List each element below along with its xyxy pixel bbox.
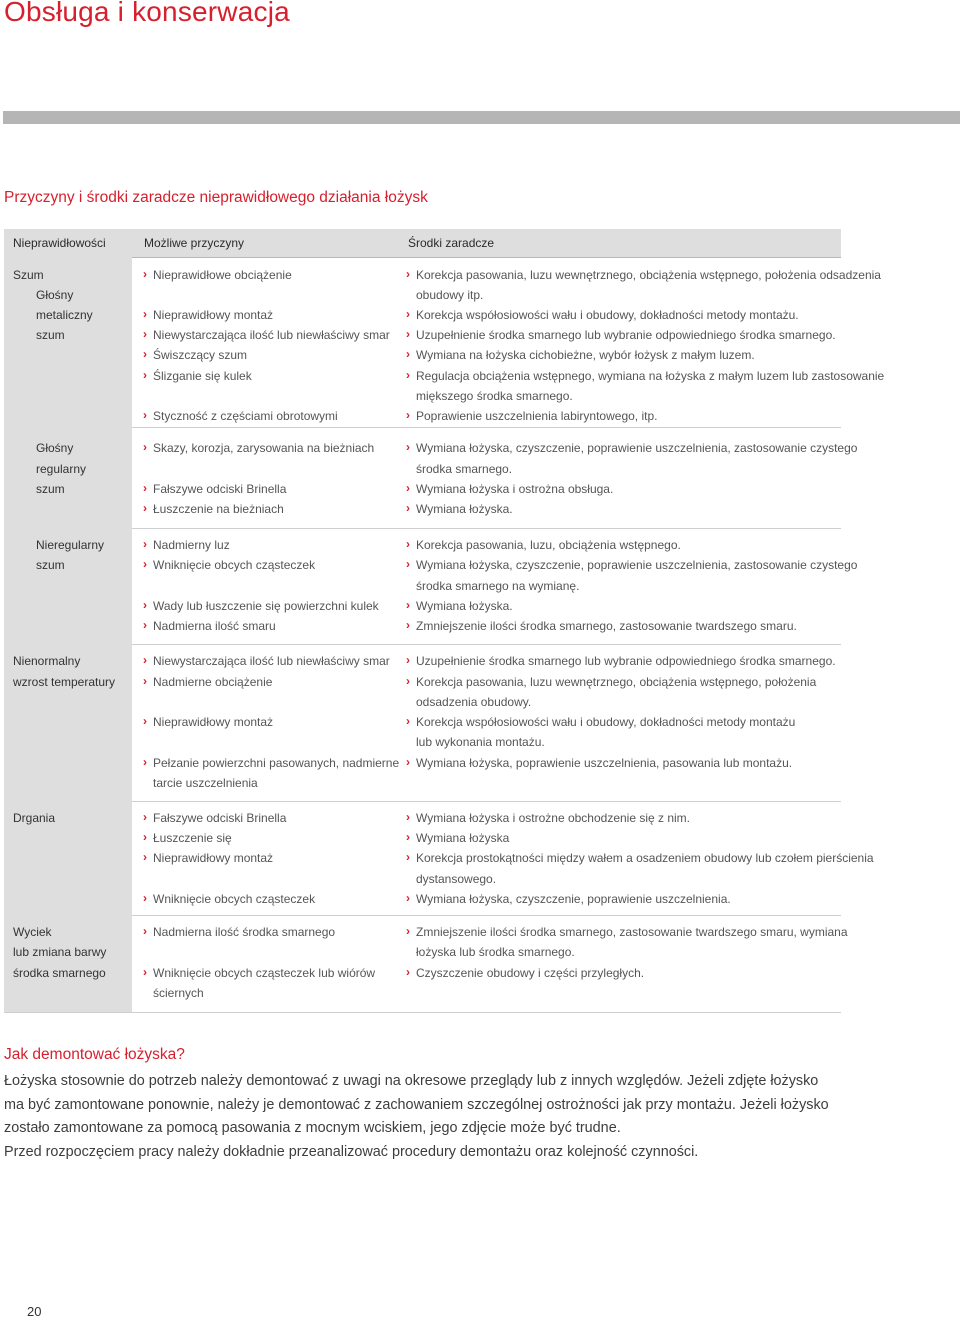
symptom-label: Nienormalny (13, 654, 81, 668)
remedy-item: › Wymiana łożyska. (416, 599, 513, 613)
remedy-item-continued: odsadzenia obudowy. (416, 695, 532, 709)
remedy-item: › Wymiana łożyska. (416, 502, 513, 516)
disassembly-title: Jak demontować łożyska? (4, 1046, 185, 1063)
remedy-item: › Wymiana łożyska (416, 831, 509, 845)
page-title: Obsługa i konserwacja (4, 0, 290, 27)
remedy-item: › Zmniejszenie ilości środka smarnego, zastosowanie twardszego smaru, wymiana (416, 925, 848, 939)
remedy-item-continued: środka smarnego na wymianę. (416, 579, 580, 593)
table-row-group (4, 801, 874, 916)
cause-item: › Fałszywe odciski Brinella (153, 482, 286, 496)
cause-item: › Niewystarczająca ilość lub niewłaściwy smar (153, 654, 390, 668)
symptom-label: Drgania (13, 811, 56, 825)
symptom-label: metaliczny (36, 308, 93, 322)
remedy-item: › Wymiana łożyska, poprawienie uszczelnienia, pasowania lub montażu. (416, 756, 792, 770)
symptom-label: Nieregularny (36, 538, 105, 552)
remedy-item-continued: lub wykonania montażu. (416, 735, 545, 749)
disassembly-paragraph-line: Łożyska stosownie do potrzeb należy demontować z uwagi na okresowe przeglądy lub z innych względów. Jeżeli zdjęte łożysko (4, 1073, 819, 1089)
cause-item: › Ślizganie się kulek (153, 369, 252, 383)
remedy-item: › Wymiana łożyska, czyszczenie, poprawienie uszczelnienia, zastosowanie czystego (416, 558, 857, 572)
cause-item: › Nieprawidłowe obciążenie (153, 268, 292, 282)
disassembly-paragraph-line: Przed rozpoczęciem pracy należy dokładnie przeanalizować procedury demontażu oraz kolejność czynności. (4, 1144, 699, 1160)
remedy-item: › Wymiana łożyska i ostrożna obsługa. (416, 482, 613, 496)
symptom-label: lub zmiana barwy (13, 945, 107, 959)
cause-item: › Niewystarczająca ilość lub niewłaściwy smar (153, 328, 390, 342)
remedy-item: › Wymiana na łożyska cichobieżne, wybór łożysk z małym luzem. (416, 348, 755, 362)
remedy-item: › Uzupełnienie środka smarnego lub wybranie odpowiedniego środka smarnego. (416, 328, 836, 342)
page-number: 20 (27, 1304, 42, 1319)
cause-item-continued: tarcie uszczelnienia (153, 776, 258, 790)
cause-item: › Nadmierne obciążenie (153, 675, 272, 689)
remedy-item: › Korekcja pasowania, luzu wewnętrznego, obciążenia wstępnego, położenia (416, 675, 816, 689)
symptom-label: wzrost temperatury (13, 675, 116, 689)
remedy-item: › Wymiana łożyska, czyszczenie, poprawienie uszczelnienia. (416, 892, 731, 906)
remedy-item: › Wymiana łożyska i ostrożne obchodzenie się z nim. (416, 811, 690, 825)
cause-item: › Świszczący szum (153, 348, 247, 362)
cause-item: › Nadmierna ilość smaru (153, 619, 276, 633)
remedy-item: › Poprawienie uszczelnienia labiryntowego, itp. (416, 409, 657, 423)
header-band (3, 111, 960, 124)
symptom-label: regularny (36, 462, 87, 476)
symptom-label: Głośny (36, 288, 74, 302)
cause-item: › Nadmierny luz (153, 538, 230, 552)
table-row-group (4, 915, 848, 1013)
remedy-item-continued: łożyska lub środka smarnego. (416, 945, 575, 959)
symptom-cell (4, 257, 132, 427)
cause-item: › Skazy, korozja, zarysowania na bieżniach (153, 441, 374, 455)
remedy-item: › Regulacja obciążenia wstępnego, wymiana na łożyska z małym luzem lub zastosowanie (416, 369, 884, 383)
remedy-item-continued: obudowy itp. (416, 288, 484, 302)
symptom-label: szum (36, 482, 65, 496)
remedy-item: › Uzupełnienie środka smarnego lub wybranie odpowiedniego środka smarnego. (416, 654, 836, 668)
remedy-item: › Korekcja współosiowości wału i obudowy, dokładności metody montażu (416, 715, 795, 729)
cause-item: › Łuszczenie się (153, 831, 232, 845)
remedy-item: › Korekcja pasowania, luzu, obciążenia wstępnego. (416, 538, 681, 552)
cause-item: › Pełzanie powierzchni pasowanych, nadmierne (153, 756, 399, 770)
table-row-group (4, 644, 841, 802)
remedy-item-continued: środka smarnego. (416, 462, 513, 476)
section-title: Przyczyny i środki zaradcze nieprawidłowego działania łożysk (4, 189, 428, 206)
remedy-item: › Zmniejszenie ilości środka smarnego, zastosowanie twardszego smaru. (416, 619, 797, 633)
disassembly-paragraph-line: zostało zamontowane za pomocą pasowania z mocnym wciskiem, jego zdjęcie może być trudne. (4, 1120, 621, 1136)
symptom-label: środka smarnego (13, 966, 106, 980)
symptom-label: Wyciek (13, 925, 52, 939)
header-remedies: Środki zaradcze (408, 236, 495, 250)
cause-item: › Nieprawidłowy montaż (153, 308, 273, 322)
disassembly-paragraph-line: ma być zamontowane ponownie, należy je demontować z zachowaniem szczególnej ostrożności jak przy montażu. Jeżeli łożysko (4, 1097, 829, 1113)
cause-item: › Wniknięcie obcych cząsteczek (153, 558, 315, 572)
cause-item-continued: ściernych (153, 986, 204, 1000)
cause-item: › Nadmierna ilość środka smarnego (153, 925, 335, 939)
cause-item: › Styczność z częściami obrotowymi (153, 409, 338, 423)
cause-item: › Fałszywe odciski Brinella (153, 811, 286, 825)
remedy-item: › Czyszczenie obudowy i części przyległych. (416, 966, 644, 980)
cause-item: › Wniknięcie obcych cząsteczek lub wiórów (153, 966, 375, 980)
cause-item: › Wniknięcie obcych cząsteczek (153, 892, 315, 906)
symptom-label: Szum (13, 268, 44, 282)
header-causes: Możliwe przyczyny (144, 236, 245, 250)
cause-item: › Łuszczenie na bieżniach (153, 502, 284, 516)
cause-item: › Nieprawidłowy montaż (153, 851, 273, 865)
symptom-label: szum (36, 558, 65, 572)
remedy-item: › Wymiana łożyska, czyszczenie, poprawienie uszczelnienia, zastosowanie czystego (416, 441, 857, 455)
cause-item: › Nieprawidłowy montaż (153, 715, 273, 729)
remedy-item: › Korekcja współosiowości wału i obudowy, dokładności metody montażu. (416, 308, 799, 322)
remedy-item: › Korekcja pasowania, luzu wewnętrznego, obciążenia wstępnego, położenia odsadzenia (416, 268, 881, 282)
cause-item: › Wady lub łuszczenie się powierzchni kulek (153, 599, 379, 613)
table-row-group (4, 257, 885, 428)
table-row-group (4, 427, 858, 529)
symptom-label: Głośny (36, 441, 74, 455)
remedy-item-continued: dystansowego. (416, 872, 497, 886)
table-row-group (4, 528, 858, 645)
remedy-item: › Korekcja prostokątności między wałem a osadzeniem obudowy lub czołem pierścienia (416, 851, 874, 865)
symptom-label: szum (36, 328, 65, 342)
table-header (4, 229, 841, 258)
header-symptoms: Nieprawidłowości (13, 236, 106, 250)
remedy-item-continued: miększego środka smarnego. (416, 389, 573, 403)
troubleshooting-table (4, 229, 885, 1000)
